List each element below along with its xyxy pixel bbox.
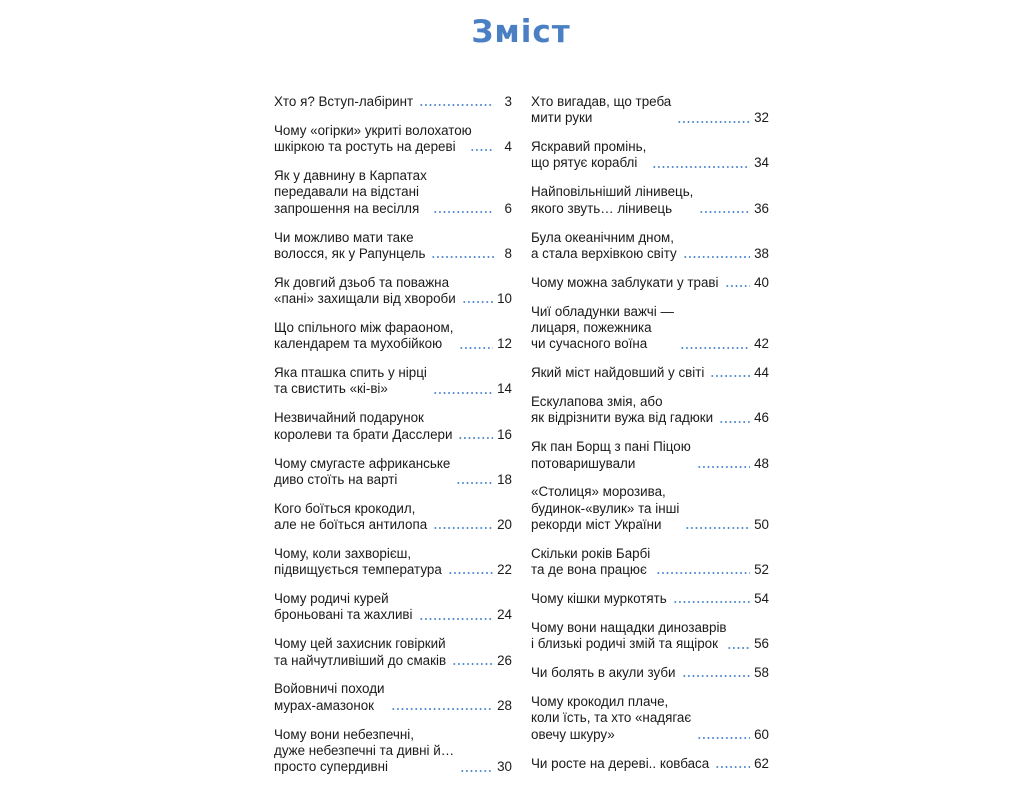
toc-entry-title [274, 365, 427, 398]
toc-entry [274, 168, 512, 217]
toc-entry-title-line: Чому вони нащадки динозаврів [531, 619, 727, 635]
toc-entry-title-line: волосся, як у Рапунцель [274, 245, 426, 261]
toc-entry-title-line: Чому крокодил плаче, [531, 694, 669, 710]
toc-entry-page-number: 14 [497, 381, 512, 397]
toc-entry-title-line: «Столиця» морозива, [531, 484, 666, 500]
toc-entry [274, 636, 512, 669]
toc-entry-page-number: 62 [754, 755, 769, 771]
toc-entry-title-line: та свистить «кі-ві» [274, 381, 388, 397]
toc-entry [274, 123, 512, 156]
toc-entry-title [274, 94, 413, 110]
toc-left-column [274, 94, 512, 788]
toc-entry-title [531, 304, 674, 353]
toc-entry-title-line: що рятує кораблі [531, 155, 638, 171]
toc-entry-title-line: та найчутливіший до смаків [274, 652, 447, 668]
toc-entry-title [531, 275, 719, 291]
toc-entry [531, 230, 769, 263]
toc-entry-page-number: 22 [497, 562, 512, 578]
toc-entry-page-number: 40 [754, 274, 769, 290]
toc-entry-page-number: 32 [754, 110, 769, 126]
leader-dots [433, 211, 494, 213]
toc-entry-title [274, 456, 450, 489]
toc-entry-page-number: 6 [504, 200, 512, 216]
toc-entry-page-number: 42 [754, 336, 769, 352]
toc-entry-title-line: Чому, коли захворієш, [274, 545, 412, 561]
toc-entry [531, 94, 769, 127]
toc-entry-page-number: 60 [754, 726, 769, 742]
toc-entry-title-line: Чому «огірки» укриті волохатою [274, 122, 472, 138]
toc-right-column [531, 94, 769, 784]
toc-entry-page-number: 4 [504, 139, 512, 155]
toc-entry-title [531, 619, 727, 653]
leader-dots [710, 375, 750, 377]
leader-dots [652, 166, 750, 168]
toc-entry-title [531, 484, 679, 533]
toc-entry-title [274, 410, 452, 443]
toc-entry [274, 546, 512, 579]
toc-entry [531, 439, 769, 472]
leader-dots [431, 256, 494, 258]
toc-entry-title-line: але не боїться антилопа [274, 516, 428, 532]
toc-entry [531, 484, 769, 533]
leader-dots [460, 770, 493, 772]
leader-dots [448, 572, 493, 574]
toc-entry-title-line: запрошення на весілля [274, 200, 420, 216]
toc-entry [531, 546, 769, 579]
toc-entry [531, 665, 769, 681]
toc-entry-title-line: Чому можна заблукати у траві [531, 274, 719, 290]
toc-entry-title-line: броньовані та жахливі [274, 607, 413, 623]
toc-entry-page-number: 18 [497, 471, 512, 487]
toc-entry-title-line: та де вона працює [531, 562, 647, 578]
leader-dots [391, 708, 494, 710]
toc-entry-title [531, 365, 704, 381]
leader-dots [682, 675, 751, 677]
toc-entry-page-number: 12 [497, 336, 512, 352]
toc-entry-title-line: підвищується температура [274, 562, 442, 578]
toc-entry-title [531, 694, 691, 743]
toc-entry [274, 230, 512, 263]
toc-entry-title-line: лицаря, пожежника [531, 319, 652, 335]
toc-entry-title-line: Що спільного між фараоном, [274, 319, 454, 335]
toc-entry-page-number: 38 [754, 245, 769, 261]
toc-entry-title [274, 501, 427, 534]
toc-entry-title [531, 439, 691, 472]
toc-entry-title-line: дуже небезпечні та дивні й… [274, 742, 455, 758]
toc-entry-title [274, 168, 427, 217]
toc-entry-title-line: Яка пташка спить у нірці [274, 365, 427, 381]
leader-dots [656, 572, 750, 574]
toc-entry-title [274, 275, 456, 308]
toc-entry-title-line: «пані» захищали від хвороби [274, 291, 456, 307]
toc-entry [274, 410, 512, 443]
toc-entry-title-line: передавали на відстані [274, 184, 419, 200]
leader-dots [677, 121, 750, 123]
leader-dots [727, 647, 750, 649]
leader-dots [725, 285, 751, 287]
leader-dots [685, 527, 750, 529]
toc-entry-title-line: Найповільніший лінивець, [531, 184, 694, 200]
toc-entry-title-line: Чиї обладунки важчі — [531, 303, 674, 319]
toc-entry-title [274, 681, 385, 714]
toc-entry-title-line: Чому кішки муркотять [531, 591, 667, 607]
toc-entry-title-line: Кого боїться крокодил, [274, 500, 416, 516]
toc-entry-page-number: 56 [754, 636, 769, 652]
leader-dots [697, 737, 750, 739]
toc-entry [531, 591, 769, 607]
toc-entry [531, 620, 769, 653]
leader-dots [433, 527, 493, 529]
toc-entry-page-number: 26 [497, 652, 512, 668]
toc-entry-title-line: овечу шкуру» [531, 726, 615, 742]
toc-entry-page-number: 28 [497, 697, 512, 713]
toc-entry [274, 365, 512, 398]
toc-entry [274, 727, 512, 776]
leader-dots [456, 482, 493, 484]
toc-entry-page-number: 54 [754, 591, 769, 607]
toc-entry-title-line: Хто я? Вступ-лабіринт [274, 94, 414, 109]
toc-entry-title-line: будинок-«вулик» та інші [531, 500, 680, 516]
toc-entry-title-line: Хто вигадав, що треба [531, 94, 672, 109]
toc-entry-title [274, 727, 454, 776]
toc-entry-title-line: мити руки [531, 110, 593, 126]
toc-entry-title [274, 320, 453, 353]
toc-entry-title [531, 665, 676, 681]
toc-entry-title [274, 230, 425, 263]
leader-dots [419, 618, 494, 620]
leader-dots [458, 437, 493, 439]
toc-entry-title-line: Чому смугасте африканське [274, 455, 451, 471]
toc-entry-title [531, 591, 667, 607]
leader-dots [419, 104, 494, 106]
toc-entry-page-number: 34 [754, 155, 769, 171]
toc-entry-title-line: чи сучасного воїна [531, 336, 648, 352]
toc-entry [274, 501, 512, 534]
toc-entry-title-line: Чому родичі курей [274, 591, 389, 607]
toc-entry [274, 681, 512, 714]
leader-dots [459, 347, 493, 349]
toc-entry-title-line: диво стоїть на варті [274, 471, 398, 487]
leader-dots [719, 421, 750, 423]
leader-dots [470, 149, 494, 151]
toc-entry-title [531, 94, 671, 127]
toc-entry-title-line: Чому вони небезпечні, [274, 726, 414, 742]
toc-entry-title [274, 636, 446, 669]
toc-entry-title-line: і близькі родичі змій та ящірок [531, 636, 718, 652]
page-title: Зміст [471, 14, 571, 50]
toc-entry [531, 694, 769, 743]
toc-entry [531, 304, 769, 353]
toc-entry-page-number: 24 [497, 607, 512, 623]
toc-entry [531, 275, 769, 291]
toc-entry-page-number: 3 [504, 94, 512, 109]
toc-entry-title-line: Як у давнину в Карпатах [274, 168, 427, 184]
toc-entry-title [531, 394, 713, 427]
toc-entry-title-line: Скільки років Барбі [531, 545, 651, 561]
toc-entry-page-number: 48 [754, 455, 769, 471]
toc-entry-page-number: 20 [497, 516, 512, 532]
toc-entry [274, 591, 512, 624]
toc-entry-page-number: 36 [754, 200, 769, 216]
toc-entry-page-number: 44 [754, 365, 769, 381]
toc-entry-title-line: Чи можливо мати таке [274, 229, 414, 245]
toc-entry-title [274, 591, 413, 624]
toc-entry-title-line: потоваришували [531, 455, 636, 471]
toc-entry-title-line: королеви та брати Дасслери [274, 426, 453, 442]
toc-entry [274, 320, 512, 353]
leader-dots [462, 301, 493, 303]
toc-entry [531, 139, 769, 172]
toc-entry-title [531, 139, 646, 172]
leader-dots [699, 211, 750, 213]
toc-entry-page-number: 16 [497, 426, 512, 442]
leader-dots [697, 466, 750, 468]
leader-dots [673, 601, 750, 603]
toc-entry-title [531, 756, 709, 772]
toc-entry-page-number: 10 [497, 291, 512, 307]
leader-dots [683, 256, 750, 258]
toc-entry-title-line: Була океанічним дном, [531, 229, 674, 245]
leader-dots [680, 347, 750, 349]
toc-entry-title [531, 184, 693, 217]
toc-entry-title-line: а стала верхівкою світу [531, 245, 677, 261]
toc-entry-title-line: календарем та мухобійкою [274, 336, 443, 352]
toc-entry-title-line: коли їсть, та хто «надягає [531, 710, 692, 726]
toc-entry-title [274, 546, 442, 579]
toc-entry [531, 365, 769, 381]
toc-entry [531, 184, 769, 217]
toc-entry-title [274, 122, 472, 156]
toc-entry-title-line: мурах-амазонок [274, 697, 375, 713]
toc-entry-title-line: якого звуть… лінивець [531, 200, 673, 216]
toc-entry-title-line: рекорди міст України [531, 516, 662, 532]
toc-entry-title [531, 230, 677, 263]
toc-entry-title-line: Яскравий промінь, [531, 139, 647, 155]
toc-entry-title-line: Войовничі походи [274, 681, 385, 697]
toc-entry-title-line: Чому цей захисник говіркий [274, 636, 446, 652]
toc-entry [531, 756, 769, 772]
toc-entry-page-number: 8 [504, 245, 512, 261]
toc-entry-page-number: 58 [754, 665, 769, 681]
toc-entry-title-line: шкіркою та ростуть на дереві [274, 139, 456, 155]
toc-entry [274, 275, 512, 308]
toc-entry-page-number: 52 [754, 562, 769, 578]
toc-entry-title-line: Як довгий дзьоб та поважна [274, 274, 450, 290]
leader-dots [433, 392, 493, 394]
toc-entry-title-line: Ескулапова змія, або [531, 394, 663, 410]
toc-entry [274, 456, 512, 489]
toc-entry-title-line: Який міст найдовший у світі [531, 365, 705, 381]
toc-entry [531, 394, 769, 427]
toc-entry-page-number: 30 [497, 759, 512, 775]
toc-entry-title-line: просто супердивні [274, 759, 388, 775]
toc-entry-title-line: як відрізнити вужа від гадюки [531, 410, 714, 426]
toc-entry-title-line: Чи росте на дереві.. ковбаса [531, 755, 710, 771]
toc-entry-title-line: Чи болять в акули зуби [531, 665, 676, 681]
toc-entry-title-line: Незвичайний подарунок [274, 410, 424, 426]
toc-entry-title [531, 546, 650, 579]
toc-entry [274, 94, 512, 110]
toc-entry-title-line: Як пан Борщ з пані Піцою [531, 439, 691, 455]
toc-entry-page-number: 46 [754, 410, 769, 426]
toc-entry-page-number: 50 [754, 516, 769, 532]
leader-dots [452, 663, 493, 665]
